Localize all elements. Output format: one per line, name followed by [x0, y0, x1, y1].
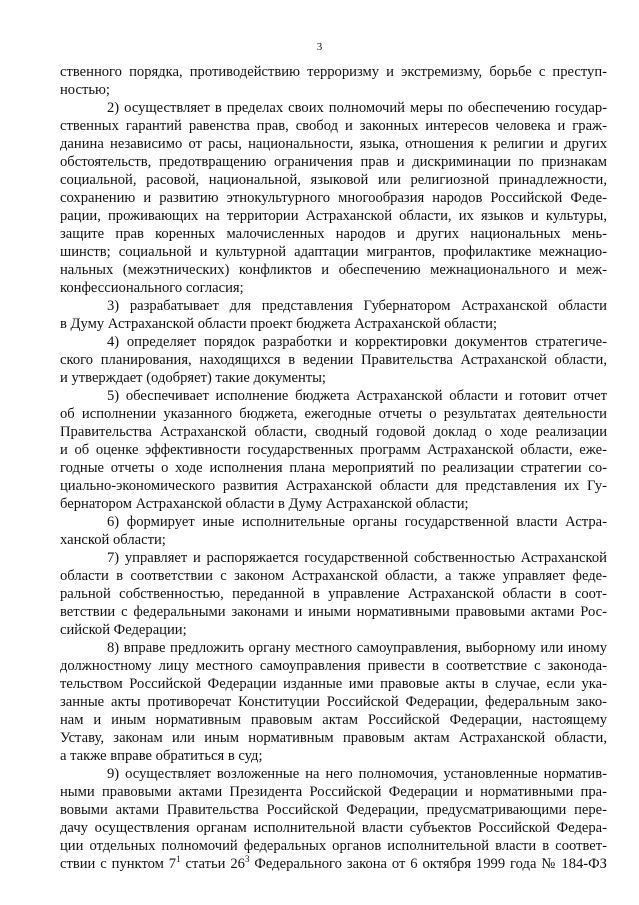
superscript: 3: [244, 854, 250, 865]
text-line: тельством Российской Федерации изданные ими правовые акты в случае, если ука-: [60, 676, 607, 692]
paragraph-9-start: 9) осуществляет возложенные на него полномочия, установленные норматив-: [107, 766, 607, 782]
text-line: Правительства Астраханской области, сводный годовой доклад о ходе реализации: [60, 424, 607, 440]
text-line: данина независимо от расы, национальности, языка, отношения к религии и других: [60, 136, 607, 152]
text-line: защите прав коренных малочисленных народов и других национальных мень-: [60, 226, 607, 242]
text-line: рации, проживающих на территории Астраханской области, их языков и культуры,: [60, 208, 607, 224]
page-number: 3: [316, 41, 323, 53]
text-line: циально-экономического развития Астраханской области для представления их Гу-: [60, 478, 607, 494]
text-line: и утверждает (одобряет) такие документы;: [60, 370, 326, 386]
text-line: шинств; социальной и культурной адаптации мигрантов, профилактике межнацио-: [60, 244, 607, 260]
paragraph-4-start: 4) определяет порядок разработки и корректировки документов стратегиче-: [107, 334, 607, 350]
paragraph-3-start: 3) разрабатывает для представления Губернатором Астраханской области: [107, 298, 607, 314]
final-line-before: ствии с пунктом 7: [60, 856, 177, 872]
text-line: годные отчеты о ходе исполнения плана мероприятий по реализации стратегии со-: [60, 460, 607, 476]
text-line: должностному лицу местного самоуправления привести в соответствие с законода-: [60, 658, 607, 674]
text-line: сийской Федерации;: [60, 622, 187, 638]
text-line: области в соответствии с законом Астраханской области, а также управляет феде-: [60, 568, 607, 584]
text-line: нам и иным нормативным правовым актам Российской Федерации, настоящему: [60, 712, 607, 728]
text-line: бернатором Астраханской области в Думу Астраханской области;: [60, 496, 469, 512]
text-line: ханской области;: [60, 532, 166, 548]
text-line: и об оценке эффективности государственных программ Астраханской области, еже-: [60, 442, 607, 458]
text-line: об исполнении указанного бюджета, ежегодные отчеты о результатах деятельности: [60, 406, 607, 422]
superscript: 1: [176, 854, 181, 865]
text-line: конфессионального согласия;: [60, 280, 244, 296]
text-line: обстоятельств, предотвращению ограничения прав и дискриминации по признакам: [60, 154, 607, 170]
paragraph-7-start: 7) управляет и распоряжается государственной собственностью Астраханской: [107, 550, 607, 566]
text-line: ственного порядка, противодействию терроризму и экстремизму, борьбе с преступ-: [60, 64, 607, 80]
text-line: ственных гарантий равенства прав, свобод и законных интересов человека и граж-: [60, 118, 607, 134]
text-line-final: [60, 855, 607, 873]
final-line-middle: статьи 26: [180, 856, 245, 872]
text-line: ского планирования, находящихся в ведении Правительства Астраханской области,: [60, 352, 607, 368]
text-line: сохранению и развитию этнокультурного многообразия народов Российской Феде-: [60, 190, 607, 206]
paragraph-6-start: 6) формирует иные исполнительные органы государственной власти Астра-: [107, 514, 607, 530]
text-line: занные акты противоречат Конституции Российской Федерации, федеральным зако-: [60, 694, 607, 710]
text-line: ветствии с федеральными законами и иными нормативными правовыми актами Рос-: [60, 604, 607, 620]
text-line: ностью;: [60, 82, 110, 98]
text-line: а также вправе обратиться в суд;: [60, 748, 263, 764]
text-line: нальных (межэтнических) конфликтов и обеспечению межнационального и меж-: [60, 262, 607, 278]
text-line: социальной, расовой, национальной, языковой или религиозной принадлежности,: [60, 172, 607, 188]
paragraph-2-start: 2) осуществляет в пределах своих полномочий меры по обеспечению государ-: [107, 100, 607, 116]
text-line: Уставу, законам или иным нормативным правовым актам Астраханской области,: [60, 730, 607, 746]
text-line: в Думу Астраханской области проект бюджета Астраханской области;: [60, 316, 498, 332]
text-line: ральной собственностью, переданной в управление Астраханской области в соот-: [60, 586, 607, 602]
paragraph-5-start: 5) обеспечивает исполнение бюджета Астраханской области и готовит отчет: [107, 388, 607, 404]
final-line-after: Федерального закона от 6 октября 1999 года № 184-ФЗ: [249, 856, 607, 872]
text-line: ции отдельных полномочий федеральных органов исполнительной власти в соответ-: [60, 838, 607, 854]
text-line: вовыми актами Правительства Российской Федерации, предусматривающими пере-: [60, 802, 607, 818]
text-line: дачу осуществления органам исполнительной власти субъектов Российской Федера-: [60, 820, 607, 836]
paragraph-8-start: 8) вправе предложить органу местного самоуправления, выборному или иному: [107, 640, 607, 656]
text-line: ными правовыми актами Президента Российской Федерации и нормативными пра-: [60, 784, 607, 800]
